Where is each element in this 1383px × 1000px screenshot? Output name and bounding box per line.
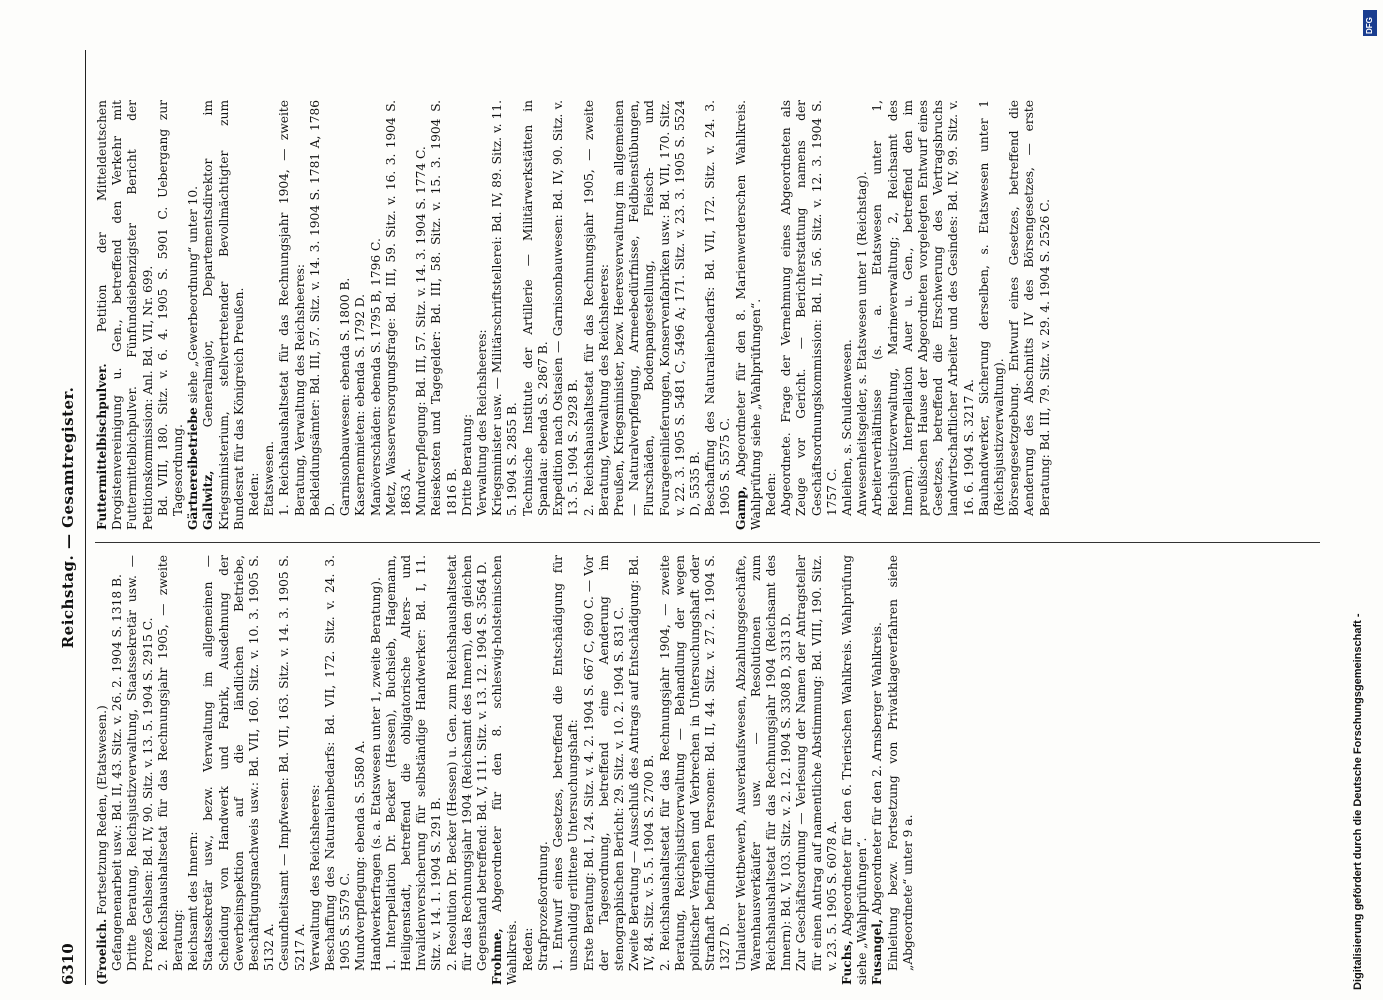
entry-text: Fortsetzung Reden, (Etatswesen.): [95, 705, 109, 919]
entry-heading: Fusangel,: [870, 918, 885, 985]
entry-text: siehe „Gewerbeordnung“ unter 10.: [186, 186, 201, 408]
index-entry: [338, 100, 353, 530]
index-entry: [247, 100, 262, 530]
index-entry: [156, 100, 186, 530]
index-entry: [429, 100, 459, 530]
index-entry: [658, 555, 734, 985]
entry-text: Beschaffung des Naturalienbedarfs: Bd. VII, 172. Sitz. v. 24. 3. 1905 S. 5575 C.: [703, 100, 733, 516]
index-entry: [703, 100, 733, 530]
index-entry: [369, 555, 384, 985]
index-entry: [582, 555, 628, 985]
entry-text: Reichsamt des Innern:: [186, 831, 201, 971]
entry-text: Abgeordneter für den 8. schleswig-holsteinischen Wahlkreis.: [490, 555, 520, 985]
index-entry: [779, 100, 840, 530]
index-entry: [536, 555, 551, 985]
digitization-credit: Digitalisierung gefördert durch die Deutsche Forschungsgemeinschaft -: [1352, 613, 1364, 990]
left-column: [95, 555, 916, 985]
index-entry: [277, 555, 307, 985]
index-entry: [475, 100, 490, 530]
index-entry: [384, 555, 445, 985]
index-entry: [156, 555, 186, 985]
entry-text: 1. Entwurf eines Gesetzes, betreffend die Entschädigung für unschuldig erlittene Untersuchungshaft:: [551, 555, 581, 971]
index-entry: [490, 555, 520, 985]
entry-text: Zweite Beratung — Ausschluß des Antrags auf Entschädigung: Bd. IV, 84. Sitz. v. 5. 5. 1904 S. 2700 B.: [627, 555, 657, 971]
index-entry: [582, 100, 612, 530]
entry-text: 2. Reichshaushaltsetat für das Rechnungsjahr 1905, — zweite Beratung:: [155, 555, 186, 971]
index-entry: [551, 555, 581, 985]
entry-heading: Futtermittelbischpulver.: [95, 363, 109, 530]
entry-text: Verwaltung des Reichsheeres:: [307, 784, 322, 971]
entry-text: Abgeordneter für den 2. Arnsberger Wahlkreis.: [870, 622, 885, 919]
entry-text: Metz, Wasserversorgungsfrage: Bd. III, 59. Sitz. v. 16. 3. 1904 S. 1863 A.: [383, 100, 414, 516]
entry-text: Börsengesetzgebung. Entwurf eines Gesetzes, betreffend die Aenderung des Abschnitts IV des Börsengesetzes, — erste Beratung: Bd. III, 79. Sitz. v. 29. 4. 1904 S. 2526 C.: [1007, 100, 1052, 516]
index-entry: [186, 555, 201, 985]
entry-text: Generalmajor, Departementsdirektor im Kriegsministerium, stellvertretender Bevollmächtigter zum Bundesrat für das Königreich Preußen.: [201, 100, 246, 530]
entry-text: Abgeordneter für den 8. Marienwerderschen Wahlkreis. Wahlprüfung siehe „Wahlprüfungen“.: [733, 100, 763, 530]
entry-text: Bauhandwerker, Sicherung derselben, s. Etatswesen unter 1 (Reichsjustizverwaltung).: [976, 100, 1006, 516]
index-entry: [734, 100, 764, 530]
entry-text: Kasernenmieten: ebenda S. 1792 D.: [353, 294, 368, 516]
entry-text: Reden:: [763, 472, 778, 516]
index-entry: [870, 555, 885, 985]
entry-text: Unlauterer Wettbewerb, Ausverkaufswesen, Abzahlungsgeschäfte, Warenhausverkäufer usw. — Resolutionen zum Reichshaushaltsetat für das Rechnungsjahr 1904 (Reichsamt des Innern): Bd. V, 103. Sitz. v. 2. 12. 1904 S. 3308 D, 3313 D.: [733, 555, 794, 971]
running-title: Reichstag. — Gesamtregister.: [59, 386, 77, 649]
entry-text: 2. Reichshaushaltsetat für das Rechnungsjahr 1905, — zweite Beratung, Verwaltung des Reichsheeres:: [581, 100, 611, 516]
index-entry: [445, 555, 491, 985]
index-entry: [521, 100, 551, 530]
index-entry: [277, 100, 307, 530]
index-entry: [353, 555, 368, 985]
entry-text: Kriegsminister usw. — Militärschriftstellerei: Bd. IV, 89. Sitz. v. 11. 5. 1904 S. 2855 B.: [490, 100, 520, 516]
entry-text: Reden:: [247, 472, 262, 516]
entry-text: Zur Geschäftsordnung — Verlesung der Namen der Antragsteller für einen Antrag auf namentliche Abstimmung: Bd. VIII, 190. Sitz. v. 23. 5. 1905 S. 6078 A.: [794, 555, 839, 971]
page-header: [55, 50, 86, 985]
entry-text: Gefangenenarbeit usw.: Bd. II, 43. Sitz. v. 26. 2. 1904 S. 1318 B.: [110, 574, 125, 971]
index-entry: [369, 100, 384, 530]
index-entry: [521, 555, 536, 985]
entry-text: Abgeordneter für den 6. Trierischen Wahlkreis. Wahlprüfung siehe „Wahlprüfungen“.: [839, 555, 870, 985]
entry-text: Garnisonbauwesen: ebenda S. 1800 B.: [338, 277, 353, 516]
entry-heading: Gärtnereibetriebe: [186, 407, 201, 530]
entry-text: Etatswesen.: [262, 440, 277, 516]
index-entry: [125, 555, 155, 985]
entry-text: Technische Institute der Artillerie — Militärwerkstätten in Spandau: ebenda S. 2867 B.: [520, 100, 550, 516]
index-entry: [201, 555, 277, 985]
entry-text: Bd. VIII, 180. Sitz. v. 6. 4. 1905 S. 5901 C. Uebergang zur Tagesordnung.: [155, 100, 186, 516]
entry-text: 1. Interpellation Dr. Becker (Hessen), Buchsieb, Hagemann, Heiligenstadt, betreffend die obligatorische Alters- und Invalidenversicherung für selbständige Handwerker: Bd. I, 11. Sitz. v. 14. 1. 1904 S. 291 B.: [383, 555, 444, 971]
index-entry: [460, 100, 475, 530]
entry-heading: Gamp,: [733, 486, 748, 530]
entry-text: Reisekosten und Tagegelder: Bd. III, 58. Sitz. v. 15. 3. 1904 S. 1816 B.: [429, 100, 459, 516]
entry-heading: (Froelich.: [95, 918, 109, 985]
entry-text: Einleitung bezw. Fortsetzung von Privatklageverfahren siehe „Abgeordnete“ unter 9 a.: [885, 555, 915, 971]
entry-text: Mundverpflegung: Bd. III, 57. Sitz. v. 14. 3. 1904 S. 1774 C.: [414, 146, 429, 516]
right-column: [95, 100, 1053, 530]
entry-text: Reden:: [520, 927, 535, 971]
entry-text: Dritte Beratung, Reichsjustizverwaltung, Staatssekretär usw. — Prozeß Gehlsen: Bd. IV, 90. Sitz. v. 13. 5. 1904 S. 2915 C.: [125, 555, 155, 971]
index-entry: [186, 100, 201, 530]
entry-text: 2. Resolution Dr. Becker (Hessen) u. Gen. zum Reichshaushaltsetat für das Rechnungsjahr 1904 (Reichsamt des Innern), den gleichen Gegenstand betreffend: Bd. V, 111. Sitz. v. 13. 12. 1904 S. 3564 D.: [444, 555, 490, 971]
index-entry: [490, 100, 520, 530]
dfg-logo-icon: DFG: [1363, 10, 1377, 36]
entry-text: Bekleidungsämter: Bd. III, 57. Sitz. v. 14. 3. 1904 S. 1781 A, 1786 D.: [307, 100, 338, 516]
index-entry: [764, 100, 779, 530]
index-entry: [855, 100, 870, 530]
entry-text: Handwerkerfragen (s. a. Etatswesen unter 1, zweite Beratung).: [368, 577, 383, 971]
index-entry: [262, 100, 277, 530]
entry-heading: Gallwitz,: [201, 470, 216, 530]
entry-heading: Fuchs,: [839, 940, 854, 985]
entry-text: Preußen, Kriegsminister, bezw. Heeresverwaltung im allgemeinen — Naturalverpflegung, Armeebedürfnisse, Feldbienstübungen, Flurschäden, Bodenpangestellung, Fleisch- und Fourageeinlieferungen, Konservenfabriken usw.: Bd. VII, 170. Sitz. v. 22. 3. 1905 S. 5481 C, 5496 A; 171. Sitz. v. 23. 3. 1905 S. 5524 D, 5535 B.: [611, 100, 702, 516]
entry-text: Anleihen, s. Schuldenwesen.: [839, 339, 854, 516]
entry-text: 2. Reichshaushaltsetat für das Rechnungsjahr 1904, — zweite Beratung, Reichsjustizverwaltung — Behandlung der wegen politischer Vergehen und Verbrechen in Untersuchungshaft oder Strafhaft befindlichen Personen: Bd. II, 44. Sitz. v. 27. 2. 1904 S. 1327 D.: [657, 555, 733, 971]
entry-text: Anwesenheitsgelder, s. Etatswesen unter 1 (Reichstag).: [855, 171, 870, 516]
index-entry: [734, 555, 795, 985]
index-entry: [384, 100, 414, 530]
index-entry: [977, 100, 1007, 530]
index-entry: [794, 555, 840, 985]
entry-text: Abgeordnete. Frage der Vernehmung eines Abgeordneten als Zeuge vor Gericht. — Berichterstattung namens der Geschäftsordnungskommission: Bd. II, 56. Sitz. v. 12. 3. 1904 S. 1757 C.: [779, 100, 839, 516]
entry-text: Expedition nach Ostasien — Garnisonbauwesen: Bd. IV, 90. Sitz. v. 13. 5. 1904 S. 2928 B.: [551, 100, 581, 516]
entry-text: Verwaltung des Reichsheeres:: [475, 329, 490, 516]
index-entry: [95, 100, 156, 530]
entry-text: Manöverschäden: ebenda S. 1795 B, 1796 C.: [368, 238, 383, 516]
entry-text: Dritte Beratung:: [459, 413, 474, 516]
entry-text: Beschaffung des Naturalienbedarfs: Bd. VII, 172. Sitz. v. 24. 3. 1905 S. 5579 C.: [323, 555, 353, 971]
index-entry: [627, 555, 657, 985]
entry-text: 1. Reichshaushaltsetat für das Rechnungsjahr 1904, — zweite Beratung, Verwaltung des Reichsheeres:: [277, 100, 307, 516]
index-entry: [886, 555, 916, 985]
column-divider: [95, 542, 1320, 543]
index-entry: [308, 100, 338, 530]
entry-text: Staatssekretär usw., bezw. Verwaltung im allgemeinen — Scheidung von Handwerk und Fabrik, Ausdehnung der Gewerbeinspektion auf die ländlichen Betriebe, Beschäftigungsnachweis usw.: Bd. VII, 160. Sitz. v. 10. 3. 1905 S. 5132 A.: [201, 555, 277, 971]
index-entry: [414, 100, 429, 530]
index-entry: [308, 555, 323, 985]
entry-heading: Frohme,: [490, 928, 505, 985]
index-entry: [323, 555, 353, 985]
index-entry: [840, 100, 855, 530]
index-entry: [1007, 100, 1053, 530]
entry-text: Erste Beratung: Bd. I, 24. Sitz. v. 4. 2. 1904 S. 667 C, 690 C. — Vor der Tagesordnung, betreffend eine Aenderung im stenographischen Bericht: 29. Sitz. v. 10. 2. 1904 S. 831 C.: [581, 555, 626, 971]
entry-text: Gesundheitsamt — Impfwesen: Bd. VII, 163. Sitz. v. 14. 3. 1905 S. 5217 A.: [277, 555, 307, 971]
index-entry: [840, 555, 870, 985]
index-entry: [612, 100, 703, 530]
index-entry: [870, 100, 976, 530]
entry-text: Strafprozeßordnung.: [535, 841, 550, 971]
entry-text: Mundverpflegung: ebenda S. 5580 A.: [353, 740, 368, 971]
index-entry: [110, 555, 125, 985]
rotated-page-content: [55, 50, 1335, 985]
index-entry: [353, 100, 368, 530]
index-entry: [201, 100, 247, 530]
entry-text: Arbeiterverhältnisse (s. a. Etatswesen unter 1, Reichsjustizverwaltung, Marineverwaltung; 2, Reichsamt des Innern). Interpellation Auer u. Gen., betreffend den im preußischen Hause der Abgeordneten vorgelegten Entwurf eines Gesetzes, betreffend die Erschwerung des Vertragsbruchs landwirtschaftlicher Arbeiter und des Gesindes: Bd. IV, 99. Sitz. v. 16. 6. 1904 S. 3217 A.: [870, 100, 976, 516]
entry-text: Petition der Mitteldeutschen Drogistenvereinigung u. Gen., betreffend den Verkehr mit Futtermittelbichpulver. Fünfundsiebenzigster Bericht der Petitionskommission: Anl. Bd. VII, Nr. 699.: [95, 100, 155, 530]
index-entry: [95, 555, 110, 985]
page-number: 6310: [59, 943, 77, 985]
index-entry: [551, 100, 581, 530]
